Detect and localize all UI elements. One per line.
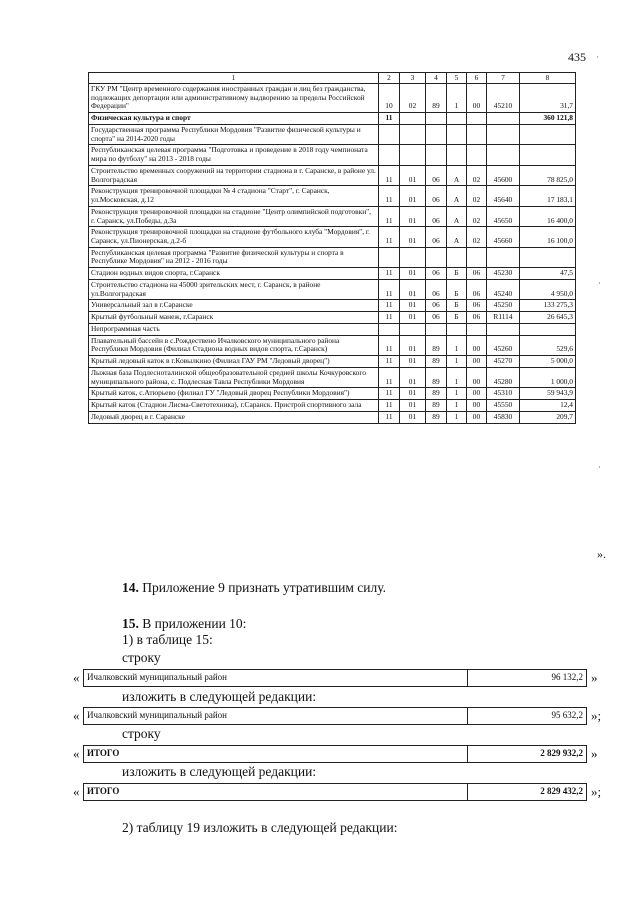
col-3: 01 <box>400 356 426 368</box>
col-3 <box>400 247 426 267</box>
col-8-amount: 16 100,0 <box>520 227 576 247</box>
item-14-number: 14. <box>122 580 139 595</box>
close-quote: » <box>591 670 598 685</box>
col-2: 11 <box>379 268 400 280</box>
col-6: 00 <box>467 411 487 423</box>
column-header: 7 <box>487 73 520 84</box>
table-row <box>89 356 576 368</box>
item-15 <box>122 616 246 632</box>
col-6: 06 <box>467 268 487 280</box>
table-row <box>89 335 576 355</box>
col-5 <box>447 124 467 144</box>
col-8-amount: 59 943,9 <box>520 388 576 400</box>
column-header: 4 <box>426 73 447 84</box>
row-name: Строительство стадиона на 45000 зрительских мест, г. Саранск, в районе ул.Волгоградская <box>89 279 379 299</box>
col-4: 89 <box>426 367 447 387</box>
col-4: 89 <box>426 356 447 368</box>
col-5 <box>447 113 467 125</box>
table-row <box>89 247 576 267</box>
col-8-amount <box>520 247 576 267</box>
col-6: 00 <box>467 335 487 355</box>
row-name: Универсальный зал в г.Саранске <box>89 300 379 312</box>
row-name: Ичалковский муниципальный район <box>84 708 468 724</box>
row-name: Крытый футбольный манеж, г.Саранск <box>89 312 379 324</box>
col-6 <box>467 113 487 125</box>
open-quote: « <box>73 670 80 685</box>
col-5: А <box>447 186 467 206</box>
item-15-number: 15. <box>122 616 139 631</box>
column-header: 1 <box>89 73 379 84</box>
col-8-amount <box>520 145 576 165</box>
col-4: 06 <box>426 165 447 185</box>
col-2: 11 <box>379 335 400 355</box>
row-value: 95 632,2 <box>551 710 583 720</box>
row-name: Физическая культура и спорт <box>89 113 379 125</box>
column-header: 5 <box>447 73 467 84</box>
edit-total-old <box>83 745 587 763</box>
row-name: Плавательный бассейн в с.Рождествено Ичалковского муниципального района Республики Мордовия (Филиал Стадиона водных видов спорта, г.Саранск) <box>89 335 379 355</box>
row-name: Строительство временных сооружений на территории стадиона в г. Саранске, в районе ул. Волгоградская <box>89 165 379 185</box>
col-5: Б <box>447 312 467 324</box>
col-3: 01 <box>400 400 426 412</box>
margin-tick: · <box>598 462 601 472</box>
col-2: 10 <box>379 84 400 113</box>
edit-row-new <box>83 707 587 725</box>
col-2: 11 <box>379 312 400 324</box>
table-row <box>89 279 576 299</box>
table-row <box>89 186 576 206</box>
margin-tick: · <box>598 278 601 288</box>
open-quote: « <box>73 746 80 761</box>
row-name: Лыжная база Подлесноталинской общеобразовательной средней школы Кочкуровского муниципального района, с. Подлесная Тавла Республики Мордовия <box>89 367 379 387</box>
col-5 <box>447 323 467 335</box>
col-2: 11 <box>379 356 400 368</box>
column-header: 3 <box>400 73 426 84</box>
col-2: 11 <box>379 113 400 125</box>
col-7: R1114 <box>487 312 520 324</box>
col-5 <box>447 145 467 165</box>
sub-item-1: 1) в таблице 15: <box>122 632 213 647</box>
table-row <box>89 206 576 226</box>
col-2 <box>379 247 400 267</box>
col-3: 01 <box>400 335 426 355</box>
row-name: Ичалковский муниципальный район <box>84 670 468 686</box>
col-7: 45270 <box>487 356 520 368</box>
col-7: 45550 <box>487 400 520 412</box>
row-name: Реконструкция тренировочной площадки на стадионе "Центр олимпийской подготовки", г. Саранск, ул.Победы, д.3а <box>89 206 379 226</box>
table-row <box>89 113 576 125</box>
col-2: 11 <box>379 186 400 206</box>
col-2: 11 <box>379 206 400 226</box>
col-6 <box>467 145 487 165</box>
col-8-amount: 1 000,0 <box>520 367 576 387</box>
col-8-amount <box>520 323 576 335</box>
col-8-amount: 4 950,0 <box>520 279 576 299</box>
col-3: 01 <box>400 268 426 280</box>
col-8-amount: 16 400,0 <box>520 206 576 226</box>
col-6: 02 <box>467 186 487 206</box>
row-name: Крытый ледовый каток в г.Ковылкино (Филиал ГАУ РМ "Ледовый дворец") <box>89 356 379 368</box>
edit-total-new <box>83 783 587 801</box>
open-quote: « <box>73 708 80 723</box>
col-5: 1 <box>447 356 467 368</box>
col-3: 01 <box>400 186 426 206</box>
column-header: 2 <box>379 73 400 84</box>
col-4: 06 <box>426 268 447 280</box>
table-row <box>89 84 576 113</box>
col-6: 06 <box>467 279 487 299</box>
row-name: Реконструкция тренировочной площадки на стадионе футбольного клуба "Мордовия", г. Саранск, ул.Пионерская, д.2-б <box>89 227 379 247</box>
col-2 <box>379 124 400 144</box>
margin-tick: · <box>596 52 599 62</box>
row-value: 96 132,2 <box>551 672 583 682</box>
col-4 <box>426 247 447 267</box>
col-4 <box>426 145 447 165</box>
col-3: 01 <box>400 312 426 324</box>
col-6: 00 <box>467 356 487 368</box>
col-6: 06 <box>467 312 487 324</box>
col-6: 02 <box>467 227 487 247</box>
col-8-amount: 360 121,8 <box>520 113 576 125</box>
col-5: Б <box>447 300 467 312</box>
col-8-amount: 529,6 <box>520 335 576 355</box>
col-7: 45660 <box>487 227 520 247</box>
table-row <box>89 411 576 423</box>
col-8-amount: 17 183,1 <box>520 186 576 206</box>
closing-quote: ». <box>597 547 606 561</box>
col-3: 01 <box>400 227 426 247</box>
col-6: 06 <box>467 300 487 312</box>
table-row <box>89 312 576 324</box>
line-row-label-2: строку <box>122 726 161 741</box>
table-row <box>89 300 576 312</box>
col-7 <box>487 323 520 335</box>
col-5: 1 <box>447 335 467 355</box>
col-3 <box>400 124 426 144</box>
close-quote: » <box>591 746 598 761</box>
col-7: 45210 <box>487 84 520 113</box>
col-8-amount: 26 645,3 <box>520 312 576 324</box>
col-7: 45260 <box>487 335 520 355</box>
table-row <box>89 323 576 335</box>
table-row <box>89 367 576 387</box>
col-4: 89 <box>426 84 447 113</box>
col-3: 01 <box>400 367 426 387</box>
row-name: Реконструкция тренировочной площадки № 4 стадиона "Старт", г. Саранск, ул.Московская, д.12 <box>89 186 379 206</box>
col-4: 89 <box>426 411 447 423</box>
col-3: 01 <box>400 300 426 312</box>
line-edit-label: изложить в следующей редакции: <box>122 689 317 704</box>
row-name: ГКУ РМ "Центр временного содержания иностранных граждан и лиц без гражданства, подлежащих депортации или административному выдворению за пределы Российской Федерации" <box>89 84 379 113</box>
row-name: Ледовый дворец в г. Саранске <box>89 411 379 423</box>
row-name: Непрограммная часть <box>89 323 379 335</box>
col-4: 06 <box>426 300 447 312</box>
col-4 <box>426 124 447 144</box>
col-4: 89 <box>426 335 447 355</box>
table-header-row <box>89 73 576 84</box>
open-quote: « <box>73 784 80 799</box>
col-4 <box>426 113 447 125</box>
row-name: Стадион водных видов спорта, г.Саранск <box>89 268 379 280</box>
col-2 <box>379 145 400 165</box>
table-row <box>89 124 576 144</box>
col-6: 00 <box>467 84 487 113</box>
col-7: 45230 <box>487 268 520 280</box>
col-3: 01 <box>400 206 426 226</box>
table-row <box>89 145 576 165</box>
col-6: 00 <box>467 388 487 400</box>
col-6: 02 <box>467 206 487 226</box>
col-2: 11 <box>379 279 400 299</box>
col-4: 06 <box>426 227 447 247</box>
table-row <box>89 165 576 185</box>
edit-row-old <box>83 669 587 687</box>
row-name: Крытый каток, с.Атюрьево (филиал ГУ "Ледовый дворец Республики Мордовия") <box>89 388 379 400</box>
col-3: 01 <box>400 411 426 423</box>
col-5: 1 <box>447 367 467 387</box>
row-value: 2 829 432,2 <box>540 786 583 796</box>
page-number: 435 <box>568 50 586 64</box>
item-14-text: Приложение 9 признать утратившим силу. <box>138 580 387 595</box>
col-5: Б <box>447 279 467 299</box>
col-3: 01 <box>400 165 426 185</box>
col-3: 01 <box>400 279 426 299</box>
item-15-text: В приложении 10: <box>138 616 247 631</box>
col-8-amount <box>520 124 576 144</box>
col-6 <box>467 247 487 267</box>
col-6 <box>467 124 487 144</box>
col-3: 02 <box>400 84 426 113</box>
col-5: 1 <box>447 411 467 423</box>
col-8-amount: 78 825,0 <box>520 165 576 185</box>
col-8-amount: 31,7 <box>520 84 576 113</box>
col-2: 11 <box>379 367 400 387</box>
row-value: 2 829 932,2 <box>540 748 583 758</box>
budget-table <box>88 72 576 424</box>
col-8-amount: 47,5 <box>520 268 576 280</box>
table-row <box>89 227 576 247</box>
col-5: 1 <box>447 400 467 412</box>
col-4 <box>426 323 447 335</box>
col-2 <box>379 323 400 335</box>
row-name: Республиканская целевая программа "Подготовка и проведение в 2018 году чемпионата мира по футболу" на 2013 - 2018 годы <box>89 145 379 165</box>
col-5: А <box>447 165 467 185</box>
col-3 <box>400 323 426 335</box>
close-quote: »; <box>591 784 602 799</box>
close-quote: »; <box>591 708 602 723</box>
col-4: 06 <box>426 186 447 206</box>
line-row-label: строку <box>122 650 161 665</box>
col-2: 11 <box>379 388 400 400</box>
col-2: 11 <box>379 400 400 412</box>
col-7: 45650 <box>487 206 520 226</box>
col-5: А <box>447 227 467 247</box>
col-4: 89 <box>426 388 447 400</box>
row-name: Государственная программа Республики Мордовия "Развитие физической культуры и спорта" на 2014-2020 годы <box>89 124 379 144</box>
col-2: 11 <box>379 165 400 185</box>
col-8-amount: 209,7 <box>520 411 576 423</box>
col-7: 45240 <box>487 279 520 299</box>
col-7: 45310 <box>487 388 520 400</box>
col-8-amount: 133 275,3 <box>520 300 576 312</box>
row-name: Республиканская целевая программа "Развитие физической культуры и спорта в Республике Мордовия" на 2012 - 2016 годы <box>89 247 379 267</box>
sub-item-2: 2) таблицу 19 изложить в следующей редакции: <box>122 820 398 835</box>
col-2: 11 <box>379 411 400 423</box>
col-6 <box>467 323 487 335</box>
col-4: 06 <box>426 312 447 324</box>
col-7 <box>487 124 520 144</box>
col-4: 06 <box>426 206 447 226</box>
col-5: Б <box>447 268 467 280</box>
col-6: 02 <box>467 165 487 185</box>
item-14 <box>122 580 386 596</box>
col-2: 11 <box>379 300 400 312</box>
col-7 <box>487 113 520 125</box>
col-3 <box>400 113 426 125</box>
column-header: 6 <box>467 73 487 84</box>
col-6: 00 <box>467 367 487 387</box>
row-name: ИТОГО <box>84 784 468 800</box>
col-8-amount: 12,4 <box>520 400 576 412</box>
col-8-amount: 5 000,0 <box>520 356 576 368</box>
column-header: 8 <box>520 73 576 84</box>
row-name: Крытый каток (Стадион Лисма-Светотехника), г.Саранск. Пристрой спортивного зала <box>89 400 379 412</box>
col-7 <box>487 145 520 165</box>
table-row <box>89 400 576 412</box>
col-5 <box>447 247 467 267</box>
col-7: 45600 <box>487 165 520 185</box>
col-5: 1 <box>447 388 467 400</box>
row-name: ИТОГО <box>84 746 468 762</box>
col-6: 00 <box>467 400 487 412</box>
col-5: 1 <box>447 84 467 113</box>
col-4: 89 <box>426 400 447 412</box>
col-2: 11 <box>379 227 400 247</box>
col-4: 06 <box>426 279 447 299</box>
col-7: 45830 <box>487 411 520 423</box>
table-row <box>89 388 576 400</box>
col-7: 45280 <box>487 367 520 387</box>
col-3: 01 <box>400 388 426 400</box>
col-7 <box>487 247 520 267</box>
line-edit-label-2: изложить в следующей редакции: <box>122 764 317 779</box>
table-row <box>89 268 576 280</box>
col-7: 45250 <box>487 300 520 312</box>
col-5: А <box>447 206 467 226</box>
col-7: 45640 <box>487 186 520 206</box>
col-3 <box>400 145 426 165</box>
